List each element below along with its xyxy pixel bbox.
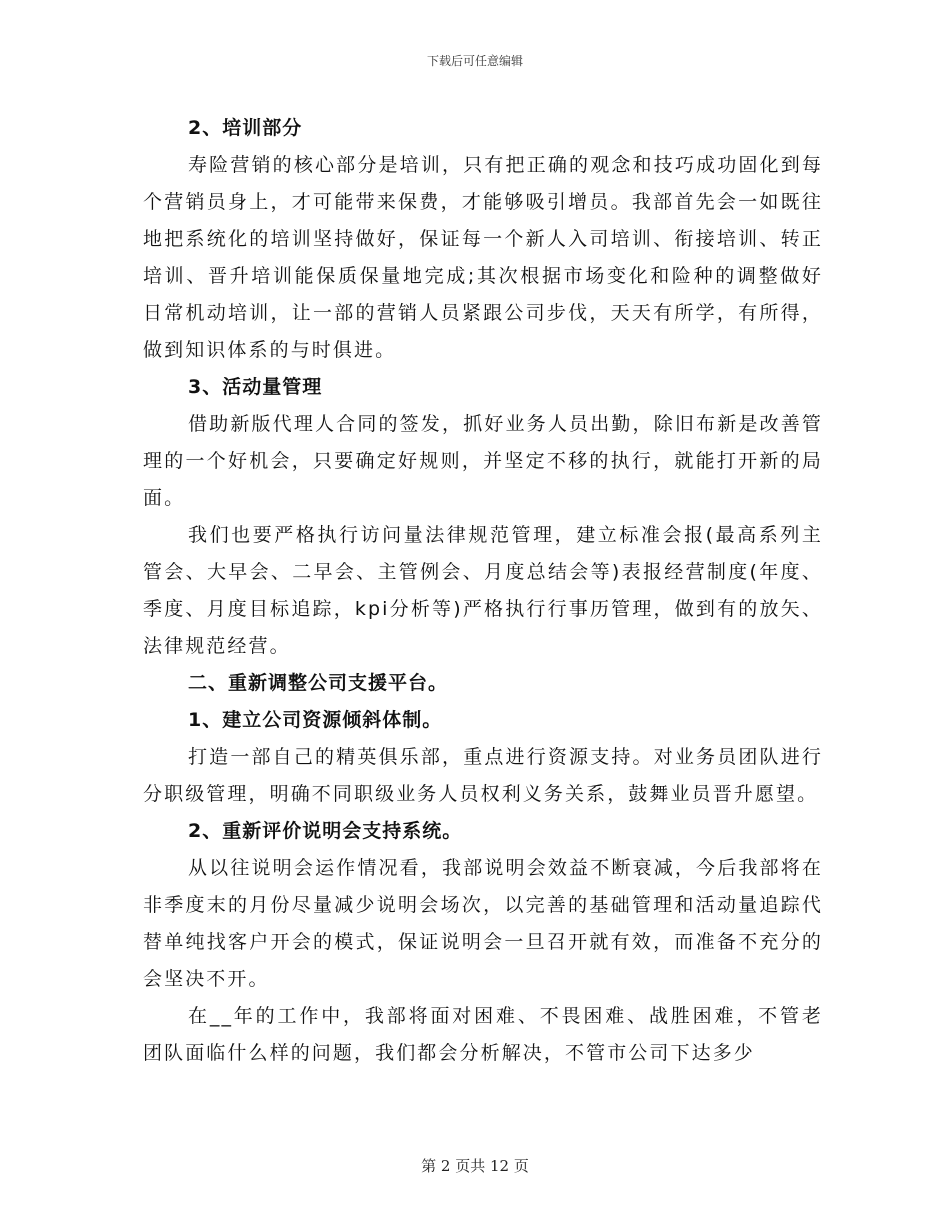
paragraph-activity-2: 我们也要严格执行访问量法律规范管理，建立标准会报(最高系列主管会、大早会、二早会、主管例会、月度总结会等)表报经营制度(年度、季度、月度目标追踪，kpi分析等)严格执行行事历管理，做到有的放矢、法律规范经营。	[143, 524, 823, 657]
paragraph-training: 寿险营销的核心部分是培训，只有把正确的观念和技巧成功固化到每个营销员身上，才可能带来保费，才能够吸引增员。我部首先会一如既往地把系统化的培训坚持做好，保证每一个新人入司培训、衔接培训、转正培训、晋升培训能保质保量地完成;其次根据市场变化和险种的调整做好日常机动培训，让一部的营销人员紧跟公司步伐，天天有所学，有所得，做到知识体系的与时俱进。	[143, 154, 823, 361]
heading-seminar-system: 2、重新评价说明会支持系统。	[188, 820, 463, 842]
page-header: 下载后可任意编辑	[426, 54, 523, 68]
paragraph-resource: 打造一部自己的精英俱乐部，重点进行资源支持。对业务员团队进行分职级管理，明确不同职级业务人员权利义务关系，鼓舞业员晋升愿望。	[143, 746, 823, 805]
paragraph-seminar: 从以往说明会运作情况看，我部说明会效益不断衰减，今后我部将在非季度末的月份尽量减少说明会场次，以完善的基础管理和活动量追踪代替单纯找客户开会的模式，保证说明会一旦召开就有效，而准备不充分的会坚决不开。	[143, 857, 823, 990]
heading-resource-system: 1、建立公司资源倾斜体制。	[188, 709, 443, 731]
page-footer: 第 2 页共 12 页	[421, 1157, 529, 1175]
heading-training: 2、培训部分	[188, 117, 303, 139]
paragraph-closing: 在__年的工作中，我部将面对困难、不畏困难、战胜困难，不管老团队面临什么样的问题，我们都会分析解决，不管市公司下达多少	[143, 1005, 823, 1064]
document-body	[143, 110, 823, 1072]
heading-section-two: 二、重新调整公司支援平台。	[188, 672, 449, 694]
paragraph-activity-1: 借助新版代理人合同的签发，抓好业务人员出勤，除旧布新是改善管理的一个好机会，只要确定好规则，并坚定不移的执行，就能打开新的局面。	[143, 413, 823, 509]
heading-activity-management: 3、活动量管理	[188, 376, 323, 398]
